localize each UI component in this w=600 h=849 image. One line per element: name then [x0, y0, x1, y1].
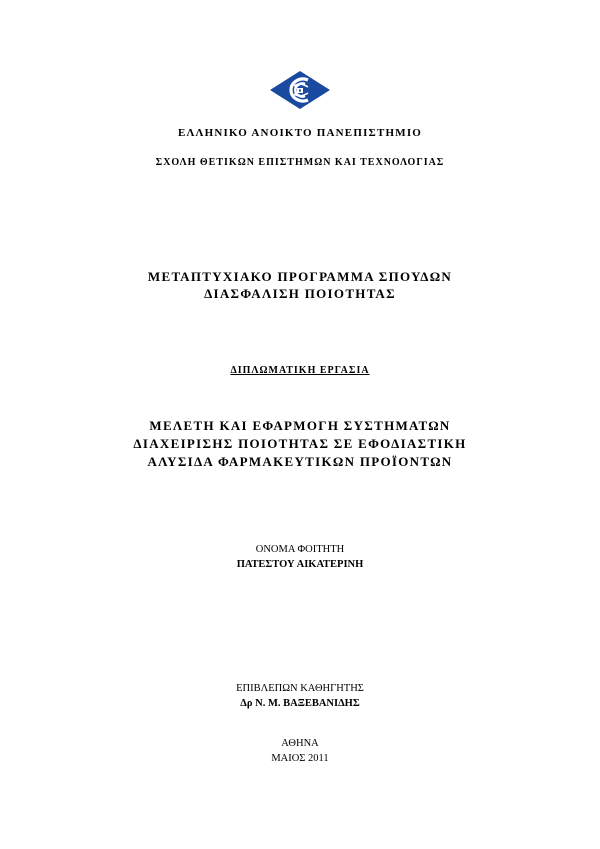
university-name: ΕΛΛΗΝΙΚΟ ΑΝΟΙΚΤΟ ΠΑΝΕΠΙΣΤΗΜΙΟ — [177, 127, 423, 139]
thesis-title-line-2: ΔΙΑΧΕΙΡΙΣΗΣ ΠΟΙΟΤΗΤΑΣ ΣΕ ΕΦΟΔΙΑΣΤΙΚΗ — [133, 436, 467, 451]
document-type: ΔΙΠΛΩΜΑΤΙΚΗ ΕΡΓΑΣΙΑ — [230, 365, 370, 376]
thesis-title-line-3: ΑΛΥΣΙΔΑ ΦΑΡΜΑΚΕΥΤΙΚΩΝ ΠΡΟΪΟΝΤΩΝ — [147, 454, 453, 469]
supervisor-label: ΕΠΙΒΛΕΠΩΝ ΚΑΘΗΓΗΤΗΣ — [236, 683, 364, 694]
supervisor-name: Δρ Ν. Μ. ΒΑΞΕΒΑΝΙΔΗΣ — [240, 698, 360, 709]
date: ΜΑΙΟΣ 2011 — [271, 753, 329, 764]
thesis-title-line-1: ΜΕΛΕΤΗ ΚΑΙ ΕΦΑΡΜΟΓΗ ΣΥΣΤΗΜΑΤΩΝ — [149, 418, 451, 433]
school-name: ΣΧΟΛΗ ΘΕΤΙΚΩΝ ΕΠΙΣΤΗΜΩΝ ΚΑΙ ΤΕΧΝΟΛΟΓΙΑΣ — [155, 157, 445, 168]
place: ΑΘΗΝΑ — [281, 738, 319, 749]
student-label: ΟΝΟΜΑ ΦΟΙΤΗΤΗ — [255, 544, 345, 555]
program-title-line-2: ΔΙΑΣΦΑΛΙΣΗ ΠΟΙΟΤΗΤΑΣ — [204, 286, 396, 301]
program-title-line-1: ΜΕΤΑΠΤΥΧΙΑΚΟ ΠΡΟΓΡΑΜΜΑ ΣΠΟΥΔΩΝ — [147, 269, 453, 284]
student-name: ΠΑΤΕΣΤΟΥ ΑΙΚΑΤΕΡΙΝΗ — [236, 559, 364, 570]
university-logo-icon — [268, 70, 332, 110]
